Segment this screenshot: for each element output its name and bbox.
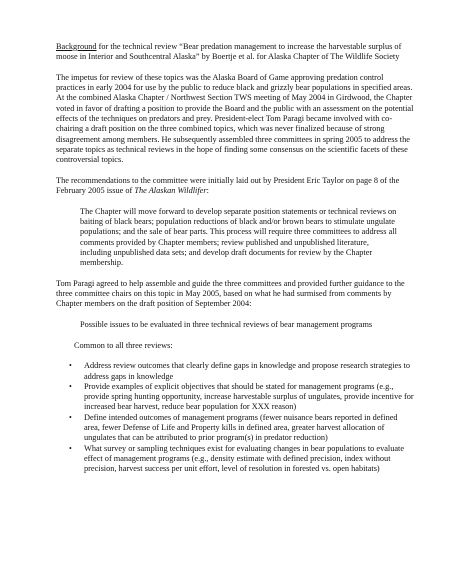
list-item [56,444,414,475]
impetus-paragraph: The impetus for review of these topics was the Alaska Board of Game approving predation control practices in early 2004 for use by the public to reduce black and grizzly bear populations in specified areas. At the combined Alaska Chapter / Northwest Section TWS meeting of May 2004 in Girdwood, the Chapter voted in favor of drafting a position to provide the Board and the public with an assessment on the potential effects of the techniques on predators and prey. President-elect Tom Paragi became involved with co-chairing a draft position on the three combined topics, which was never finalized because of strong disagreement among members. He subsequently assembled three committees in spring 2005 to address the separate topics as technical reviews in the hope of finding some consensus on the scientific facets of these controversial topics. [56,72,414,165]
bullet-icon: • [69,443,72,453]
document-page [56,42,414,474]
background-paragraph [56,42,414,63]
background-heading: Background [56,42,97,51]
guidance-paragraph: Tom Paragi agreed to help assemble and guide the three committees and provided further guidance to the three committee chairs on this topic in May 2005, based on what he had surmised from comments by Chapter members on the draft position of September 2004: [56,278,405,309]
bullet-list [56,361,414,474]
newsletter-title: The Alaskan Wildlifer [134,186,207,196]
recommendations-end: : [206,186,209,196]
background-text: for the technical review “Bear predation management to increase the harvestable surplus of moose in Interior and Southcentral Alaska” by Boertje et al. for Alaska Chapter of The Wildlife Society [56,42,402,62]
quoted-block: The Chapter will move forward to develop separate position statements or technical reviews on baiting of black bears; population reductions of black and/or brown bears to stimulate ungulate populations; and the sale of bear parts. This process will require three committees to address all comments provided by Chapter members; review published and unpublished literature, including unpublished data sets; and develop draft documents for review by the Chapter membership. [80,206,397,268]
list-item [56,413,414,444]
bullet-icon: • [69,412,72,422]
recommendations-text: The recommendations to the committee were initially laid out by President Eric Taylor on page 8 of the February 2005 issue of [56,175,400,196]
recommendations-paragraph [56,176,414,197]
issues-heading: Possible issues to be evaluated in three technical reviews of bear management programs [80,320,373,330]
list-item-text: Address review outcomes that clearly define gaps in knowledge and propose research strategies to address gaps in knowledge [84,361,411,381]
list-item-text: Define intended outcomes of management programs (fewer nuisance bears reported in defined area, fewer Defense of Life and Property kills in defined area, greater harvest allocation of ungulates that can be attributed to prior program(s) in predator reduction) [84,412,398,443]
list-item [56,382,414,413]
list-item-text: Provide examples of explicit objectives that should be stated for management programs (e.g., provide spring hunting opportunity, increase harvestable surplus of ungulates, provide incentive for increased bear harvest, reduce bear population for XXX reason) [84,381,414,412]
bullet-icon: • [69,381,72,391]
common-heading: Common to all three reviews: [74,340,173,350]
list-item-text: What survey or sampling techniques exist for evaluating changes in bear populations to evaluate effect of management programs (e.g., density estimate with defined precision, index without precision, harvest success per unit effort, level of resolution in forested vs. open habitats) [84,443,405,474]
list-item [56,361,414,382]
bullet-icon: • [69,361,72,371]
